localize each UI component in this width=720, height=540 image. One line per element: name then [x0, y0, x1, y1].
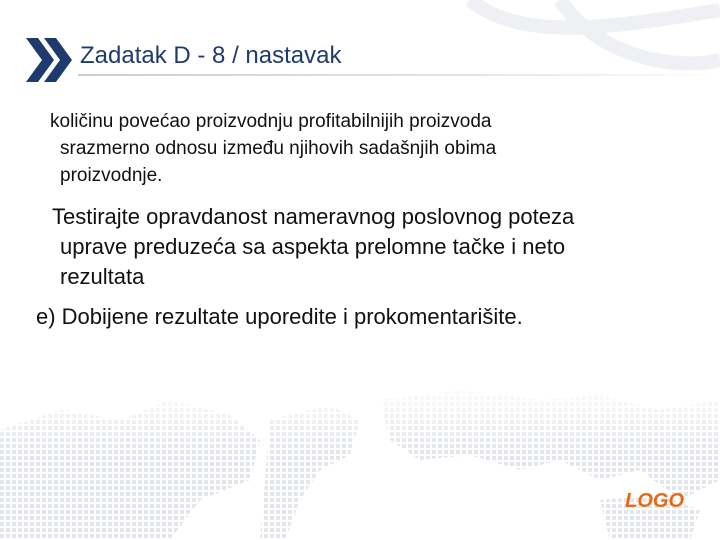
paragraph-line: rezultata [60, 264, 145, 289]
paragraph-line: srazmerno odnosu između njihovih sadašnjih obima [60, 138, 497, 159]
paragraph-item-e [36, 302, 523, 332]
paragraph-continuation [50, 108, 496, 189]
logo: LOGO [625, 490, 684, 512]
paragraph-line: uprave preduzeća sa aspekta prelomne tačke i neto [60, 234, 566, 259]
paragraph-line: proizvodnje. [60, 165, 163, 186]
title-underline [78, 74, 720, 76]
paragraph-line: Testirajte opravdanost nameravnog poslovnog poteza [52, 204, 575, 229]
paragraph-line: količinu povećao proizvodnju profitabilnijih proizvoda [50, 111, 492, 132]
paragraph-task [52, 202, 574, 292]
paragraph-line: e) Dobijene rezultate uporedite i prokomentarišite. [36, 304, 523, 329]
slide-title: Zadatak D - 8 / nastavak [80, 42, 342, 69]
double-chevron-icon [24, 36, 74, 84]
